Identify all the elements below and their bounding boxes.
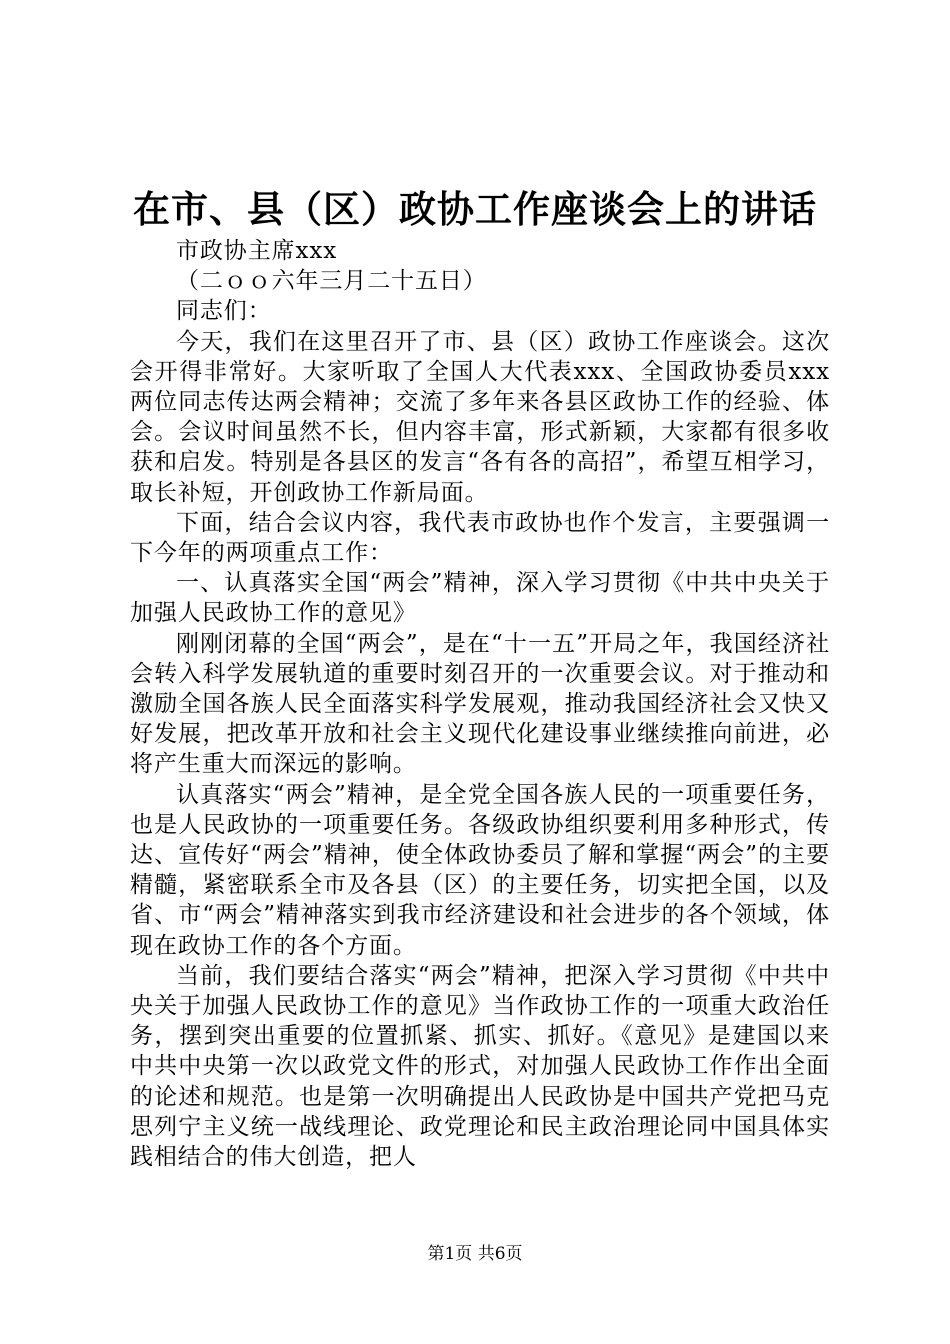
paragraph: 认真落实“两会”精神，是全党全国各族人民的一项重要任务，也是人民政协的一项重要任务。各级政协组织要利用多种形式，传达、宣传好“两会”精神，使全体政协委员了解和掌握“两会”的主要精髓，紧密联系全市及各县（区）的主要任务，切实把全国，以及省、市“两会”精神落实到我市经济建设和社会进步的各个领域，体现在政协工作的各个方面。: [130, 781, 830, 959]
paragraph: 刚刚闭幕的全国“两会”，是在“十一五”开局之年，我国经济社会转入科学发展轨道的重要时刻召开的一次重要会议。对于推动和激励全国各族人民全面落实科学发展观，推动我国经济社会又快又好发展，把改革开放和社会主义现代化建设事业继续推向前进，必将产生重大而深远的影响。: [130, 630, 830, 778]
document-title: 在市、县（区）政协工作座谈会上的讲话: [133, 187, 817, 231]
section-heading: 一、认真落实全国“两会”精神，深入学习贯彻《中共中央关于加强人民政协工作的意见》: [130, 570, 830, 627]
salutation: 同志们：: [176, 298, 272, 325]
date-line: （二ｏｏ六年三月二十五日）: [176, 268, 487, 295]
document-body: [130, 236, 830, 1172]
paragraph: 今天，我们在这里召开了市、县（区）政协工作座谈会。这次会开得非常好。大家听取了全国人大代表xxx、全国政协委员xxx两位同志传达两会精神；交流了多年来各县区政协工作的经验、体会。会议时间虽然不长，但内容丰富，形式新颖，大家都有很多收获和启发。特别是各县区的发言“各有各的高招”，希望互相学习，取长补短，开创政协工作新局面。: [130, 328, 830, 506]
speaker-line: 市政协主席xxx: [176, 238, 338, 264]
paragraph: 下面，结合会议内容，我代表市政协也作个发言，主要强调一下今年的两项重点工作：: [130, 509, 830, 567]
paragraph: 当前，我们要结合落实“两会”精神，把深入学习贯彻《中共中央关于加强人民政协工作的意见》当作政协工作的一项重大政治任务，摆到突出重要的位置抓紧、抓实、抓好。《意见》是建国以来中共中央第一次以政党文件的形式，对加强人民政协工作作出全面的论述和规范。也是第一次明确提出人民政协是中国共产党把马克思列宁主义统一战线理论、政党理论和民主政治理论同中国具体实践相结合的伟大创造，把人: [130, 962, 830, 1171]
page-footer: 第1页 共6页: [427, 1244, 523, 1264]
